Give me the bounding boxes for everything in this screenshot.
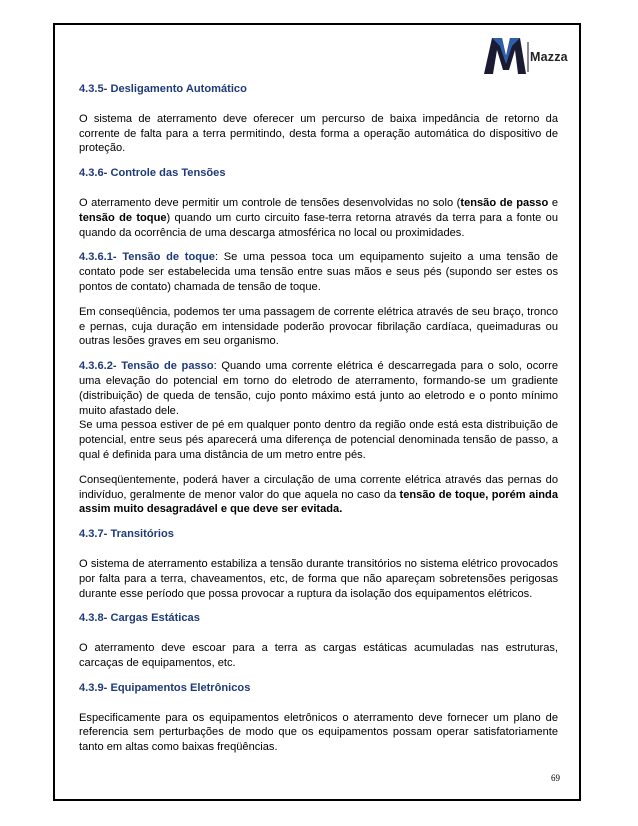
paragraph-4-3-6-2: 4.3.6.2- Tensão de passo: Quando uma corrente elétrica é descarregada para o solo, ocorre uma elevação do potencial em torno do eletrodo de aterramento, formando-se um gradiente (distribuição) de queda de tensão, cujo ponto máximo está junto ao eletrodo e o ponto mínimo muito afastado dele.	[79, 360, 558, 417]
page-number: 69	[551, 773, 560, 783]
paragraph-4-3-6-1-b: Em conseqüência, podemos ter uma passagem de corrente elétrica através de seu braço, tronco e pernas, cuja duração em intensidade poderão provocar fibrilação cardíaca, queimaduras ou outras lesões graves em seu organismo.	[79, 305, 558, 348]
heading-4-3-5: 4.3.5- Desligamento Automático	[79, 83, 247, 95]
paragraph-4-3-6-2-b: Se uma pessoa estiver de pé em qualquer ponto dentro da região onde está esta distribuição de potencial, entre seus pés aparecerá uma diferença de potencial denominada tensão de passo, a qual é definida para uma distância de um metro entre pés.	[79, 419, 558, 461]
heading-4-3-6-2: 4.3.6.2- Tensão de passo	[79, 360, 214, 373]
heading-4-3-9: 4.3.9- Equipamentos Eletrônicos	[79, 681, 251, 694]
paragraph-4-3-9: Especificamente para os equipamentos eletrônicos o aterramento deve fornecer um plano de referencia sem perturbações de modo que os equipamentos possam operar satisfatoriamente tanto em altas como baixas freqüências.	[79, 711, 558, 754]
paragraph-4-3-6-2-c: Conseqüentemente, poderá haver a circulação de uma corrente elétrica através das pernas do indivíduo, geralmente de menor valor do que aquela no caso da tensão de toque, porém ainda assim muito desagradável e que deve ser evitada.	[79, 473, 558, 516]
heading-4-3-6: 4.3.6- Controle das Tensões	[79, 167, 226, 180]
paragraph-4-3-8: O aterramento deve escoar para a terra as cargas estáticas acumuladas nas estruturas, carcaças de equipamentos, etc.	[79, 642, 558, 669]
paragraph-4-3-5: O sistema de aterramento deve oferecer um percurso de baixa impedância de retorno da corrente de falta para a terra permitindo, desta forma a operação automática do dispositivo de proteção.	[79, 112, 558, 155]
heading-4-3-8: 4.3.8- Cargas Estáticas	[79, 612, 200, 625]
brand-name: Mazza	[530, 50, 568, 64]
paragraph-4-3-6-1: 4.3.6.1- Tensão de toque: Se uma pessoa toca um equipamento sujeito a uma tensão de contato pode ser estabelecida uma tensão entre suas mãos e seus pés (supondo ser estes os pontos de contato) chamada de tensão de toque.	[79, 251, 558, 293]
heading-4-3-7: 4.3.7- Transitórios	[79, 528, 174, 541]
heading-4-3-6-1: 4.3.6.1- Tensão de toque	[79, 251, 215, 264]
paragraph-4-3-7: O sistema de aterramento estabiliza a tensão durante transitórios no sistema elétrico provocados por falta para a terra, chaveamentos, etc, de forma que não apareçam sobretensões perigosas durante esse período que possa provocar a ruptura da isolação dos equipamentos elétricos.	[79, 557, 558, 600]
document-body	[79, 82, 558, 755]
paragraph-4-3-6: O aterramento deve permitir um controle de tensões desenvolvidas no solo (tensão de passo e tensão de toque) quando um curto circuito fase-terra retorna através da terra para a fonte ou quando da ocorrência de uma descarga atmosférica no local ou proximidades.	[79, 196, 558, 239]
